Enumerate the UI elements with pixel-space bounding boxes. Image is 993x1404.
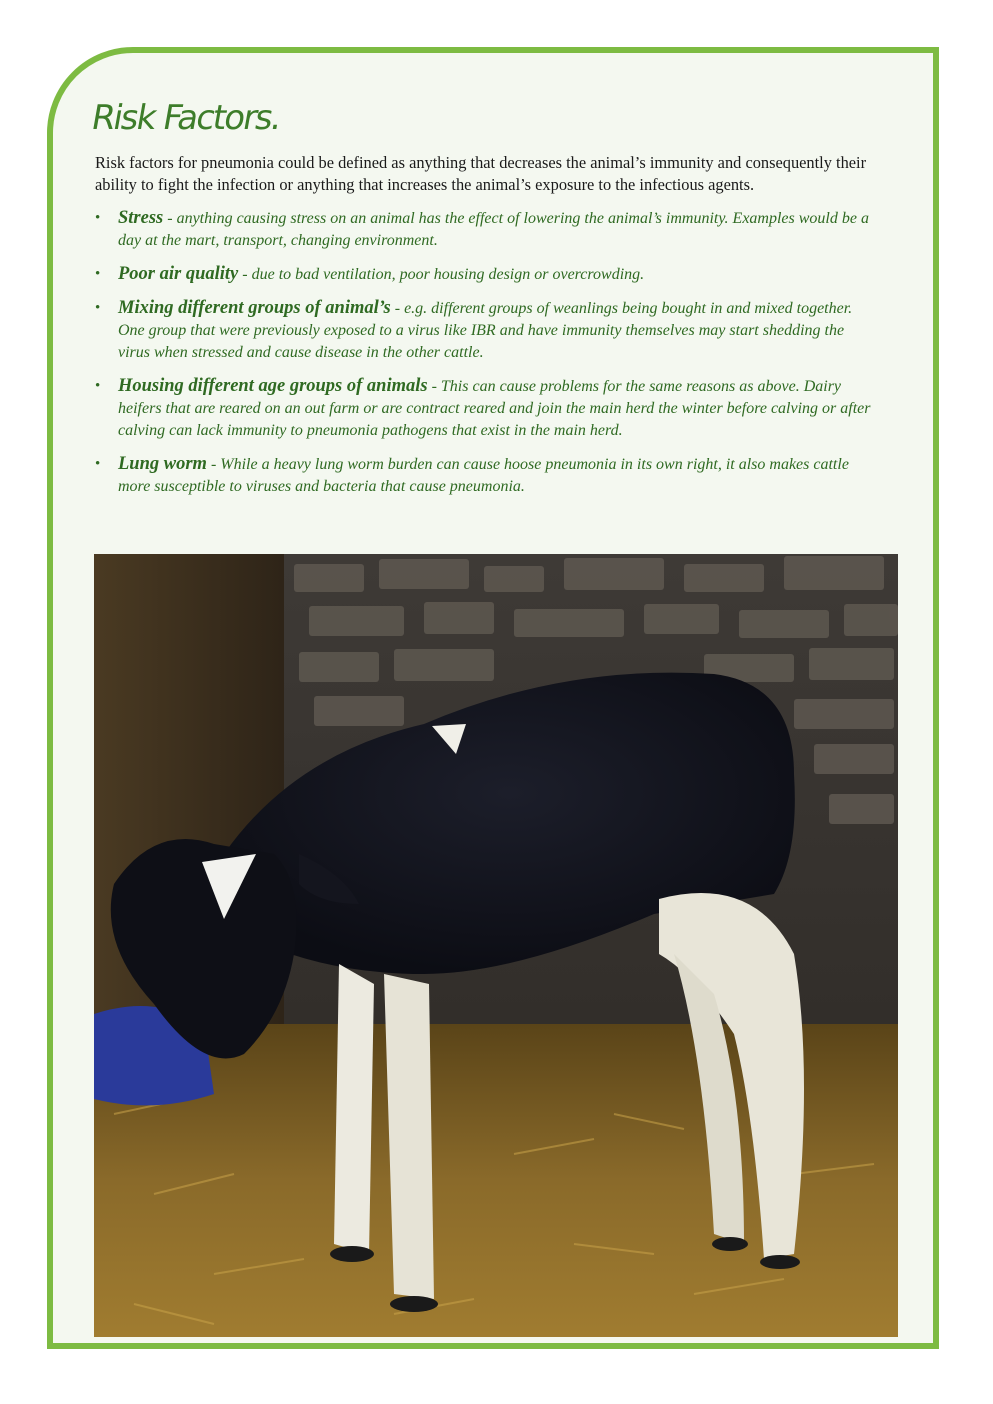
risk-factor-separator: - — [163, 210, 177, 227]
risk-factor-separator: - — [390, 300, 405, 317]
risk-factor-term: Housing different age groups of animals — [118, 376, 428, 396]
list-item — [95, 375, 875, 442]
list-item — [95, 207, 875, 252]
list-item — [95, 263, 875, 286]
risk-factor-separator: - — [427, 378, 441, 395]
risk-factor-list — [95, 207, 875, 509]
list-item — [95, 453, 875, 498]
risk-factor-separator: - — [206, 456, 221, 473]
intro-paragraph: Risk factors for pneumonia could be defined as anything that decreases the animal’s immunity and consequently their ability to fight the infection or anything that increases the animal’s exposure to the infectious agents. — [95, 153, 867, 194]
risk-factor-term: Mixing different groups of animal’s — [118, 298, 391, 318]
risk-factor-term: Stress — [118, 208, 164, 228]
list-item — [95, 297, 875, 364]
bullet-icon: • — [95, 300, 101, 316]
risk-factor-text: While a heavy lung worm burden can cause hoose pneumonia in its own right, it also makes cattle more susceptible to viruses and bacteria that cause pneumonia. — [118, 456, 849, 495]
calf-photo — [94, 554, 898, 1337]
risk-factor-separator: - — [238, 266, 252, 283]
risk-factor-text: This can cause problems for the same reasons as above. Dairy heifers that are reared on an out farm or are contract reared and join the main herd the winter before calving or after calving can lack immunity to pneumonia pathogens that exist in the main herd. — [118, 378, 871, 439]
risk-factor-term: Poor air quality — [118, 264, 239, 284]
page-title: Risk Factors. — [88, 98, 284, 138]
risk-factor-text: e.g. different groups of weanlings being bought in and mixed together. One group that were previously exposed to a virus like IBR and have immunity themselves may start shedding the virus when stressed and cause disease in the other cattle. — [118, 300, 853, 361]
risk-factor-term: Lung worm — [118, 454, 207, 474]
bullet-icon: • — [95, 456, 101, 472]
calf-illustration — [94, 554, 898, 1337]
risk-factor-text: anything causing stress on an animal has the effect of lowering the animal’s immunity. Examples would be a day at the mart, transport, changing environment. — [118, 210, 869, 249]
bullet-icon: • — [95, 210, 101, 226]
bullet-icon: • — [95, 378, 101, 394]
bullet-icon: • — [95, 266, 101, 282]
risk-factor-text: due to bad ventilation, poor housing design or overcrowding. — [251, 266, 645, 283]
